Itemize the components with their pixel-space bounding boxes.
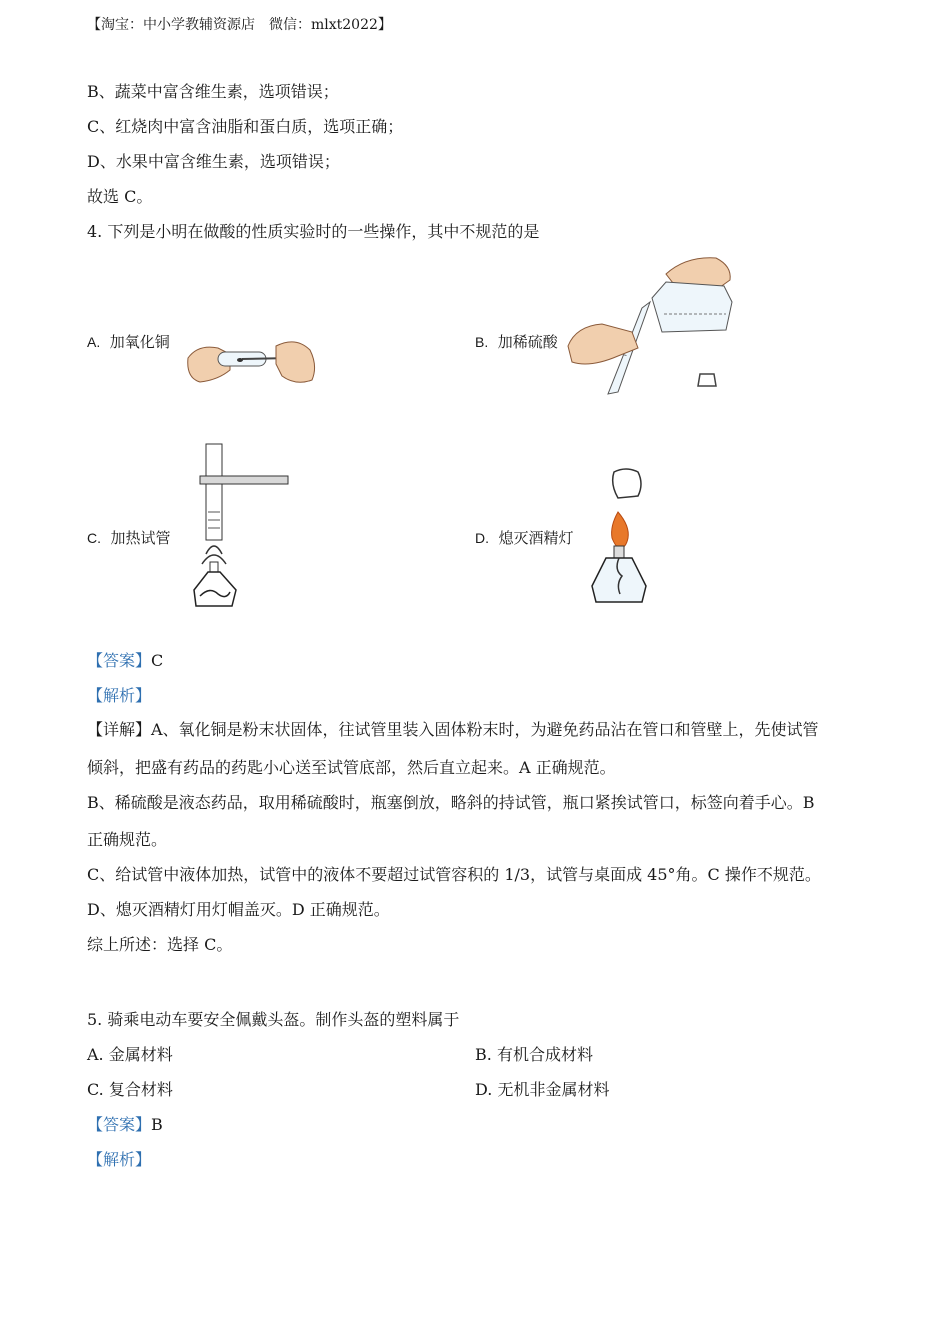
- q3-option-b-explanation: B、蔬菜中富含维生素，选项错误；: [87, 82, 339, 101]
- q5-option-d: [475, 1080, 609, 1100]
- q5-option-a-text: 金属材料: [108, 1045, 173, 1064]
- add-dilute-sulfuric-acid-illustration: [566, 252, 736, 400]
- q5-option-b: [475, 1045, 593, 1065]
- q4-option-b: [475, 332, 558, 352]
- q5-option-d-text: 无机非金属材料: [497, 1080, 610, 1099]
- q4-option-a-letter: A.: [87, 334, 101, 350]
- q5-option-c-text: 复合材料: [108, 1080, 173, 1099]
- q5-answer-value: B: [151, 1115, 163, 1134]
- q4-stem: 4. 下列是小明在做酸的性质实验时的一些操作，其中不规范的是: [87, 222, 540, 241]
- q5-answer-tag: 【答案】: [87, 1115, 152, 1134]
- q4-option-c: [87, 528, 171, 548]
- extinguish-alcohol-lamp-illustration: [586, 466, 652, 606]
- q4-detail-line-6: D、熄灭酒精灯用灯帽盖灭。D 正确规范。: [87, 900, 390, 919]
- q4-answer-tag: 【答案】: [87, 651, 152, 670]
- q4-analysis-tag: 【解析】: [87, 686, 152, 705]
- q4-detail-line-1: 【详解】A、氧化铜是粉末状固体，往试管里装入固体粉末时，为避免药品沾在管口和管壁上，先使试管: [87, 720, 819, 739]
- q4-detail-line-3: B、稀硫酸是液态药品，取用稀硫酸时，瓶塞倒放，略斜的持试管，瓶口紧挨试管口，标签向着手心。B: [87, 793, 815, 812]
- q4-detail-line-5: C、给试管中液体加热，试管中的液体不要超过试管容积的 1/3，试管与桌面成 45°角。C 操作不规范。: [87, 865, 821, 884]
- q4-option-d-letter: D.: [475, 530, 489, 546]
- q5-option-c-letter: C.: [87, 1080, 104, 1099]
- q5-option-b-text: 有机合成材料: [496, 1045, 593, 1064]
- q4-option-b-letter: B.: [475, 334, 489, 350]
- q4-option-d: [475, 528, 574, 548]
- q5-option-a-letter: A.: [87, 1045, 104, 1064]
- q5-option-d-letter: D.: [475, 1080, 493, 1099]
- q5-option-c: [87, 1080, 173, 1100]
- q3-option-c-explanation: C、红烧肉中富含油脂和蛋白质，选项正确；: [87, 117, 404, 136]
- q4-detail-line-7: 综上所述：选择 C。: [87, 935, 233, 954]
- q5-stem: 5. 骑乘电动车要安全佩戴头盔。制作头盔的塑料属于: [87, 1010, 460, 1029]
- page-header: 【淘宝：中小学教辅资源店 微信：mlxt2022】: [87, 17, 392, 33]
- q4-option-d-text: 熄灭酒精灯: [498, 529, 574, 547]
- q3-conclusion: 故选 C。: [87, 187, 153, 206]
- q4-answer: [87, 651, 163, 671]
- q5-option-b-letter: B.: [475, 1045, 492, 1064]
- q4-option-c-text: 加热试管: [110, 529, 171, 547]
- q5-analysis-tag: 【解析】: [87, 1150, 152, 1169]
- q4-detail-line-4: 正确规范。: [87, 830, 168, 849]
- q4-option-a: [87, 332, 170, 352]
- q4-answer-value: C: [151, 651, 164, 670]
- q5-option-a: [87, 1045, 173, 1065]
- q4-option-c-letter: C.: [87, 530, 101, 546]
- heat-test-tube-illustration: [184, 442, 290, 610]
- q4-option-a-text: 加氧化铜: [109, 333, 170, 351]
- add-copper-oxide-illustration: [184, 336, 320, 388]
- q4-detail-line-2: 倾斜，把盛有药品的药匙小心送至试管底部，然后直立起来。A 正确规范。: [87, 758, 616, 777]
- q3-option-d-explanation: D、水果中富含维生素，选项错误；: [87, 152, 340, 171]
- q4-option-b-text: 加稀硫酸: [497, 333, 558, 351]
- q5-answer: [87, 1115, 163, 1135]
